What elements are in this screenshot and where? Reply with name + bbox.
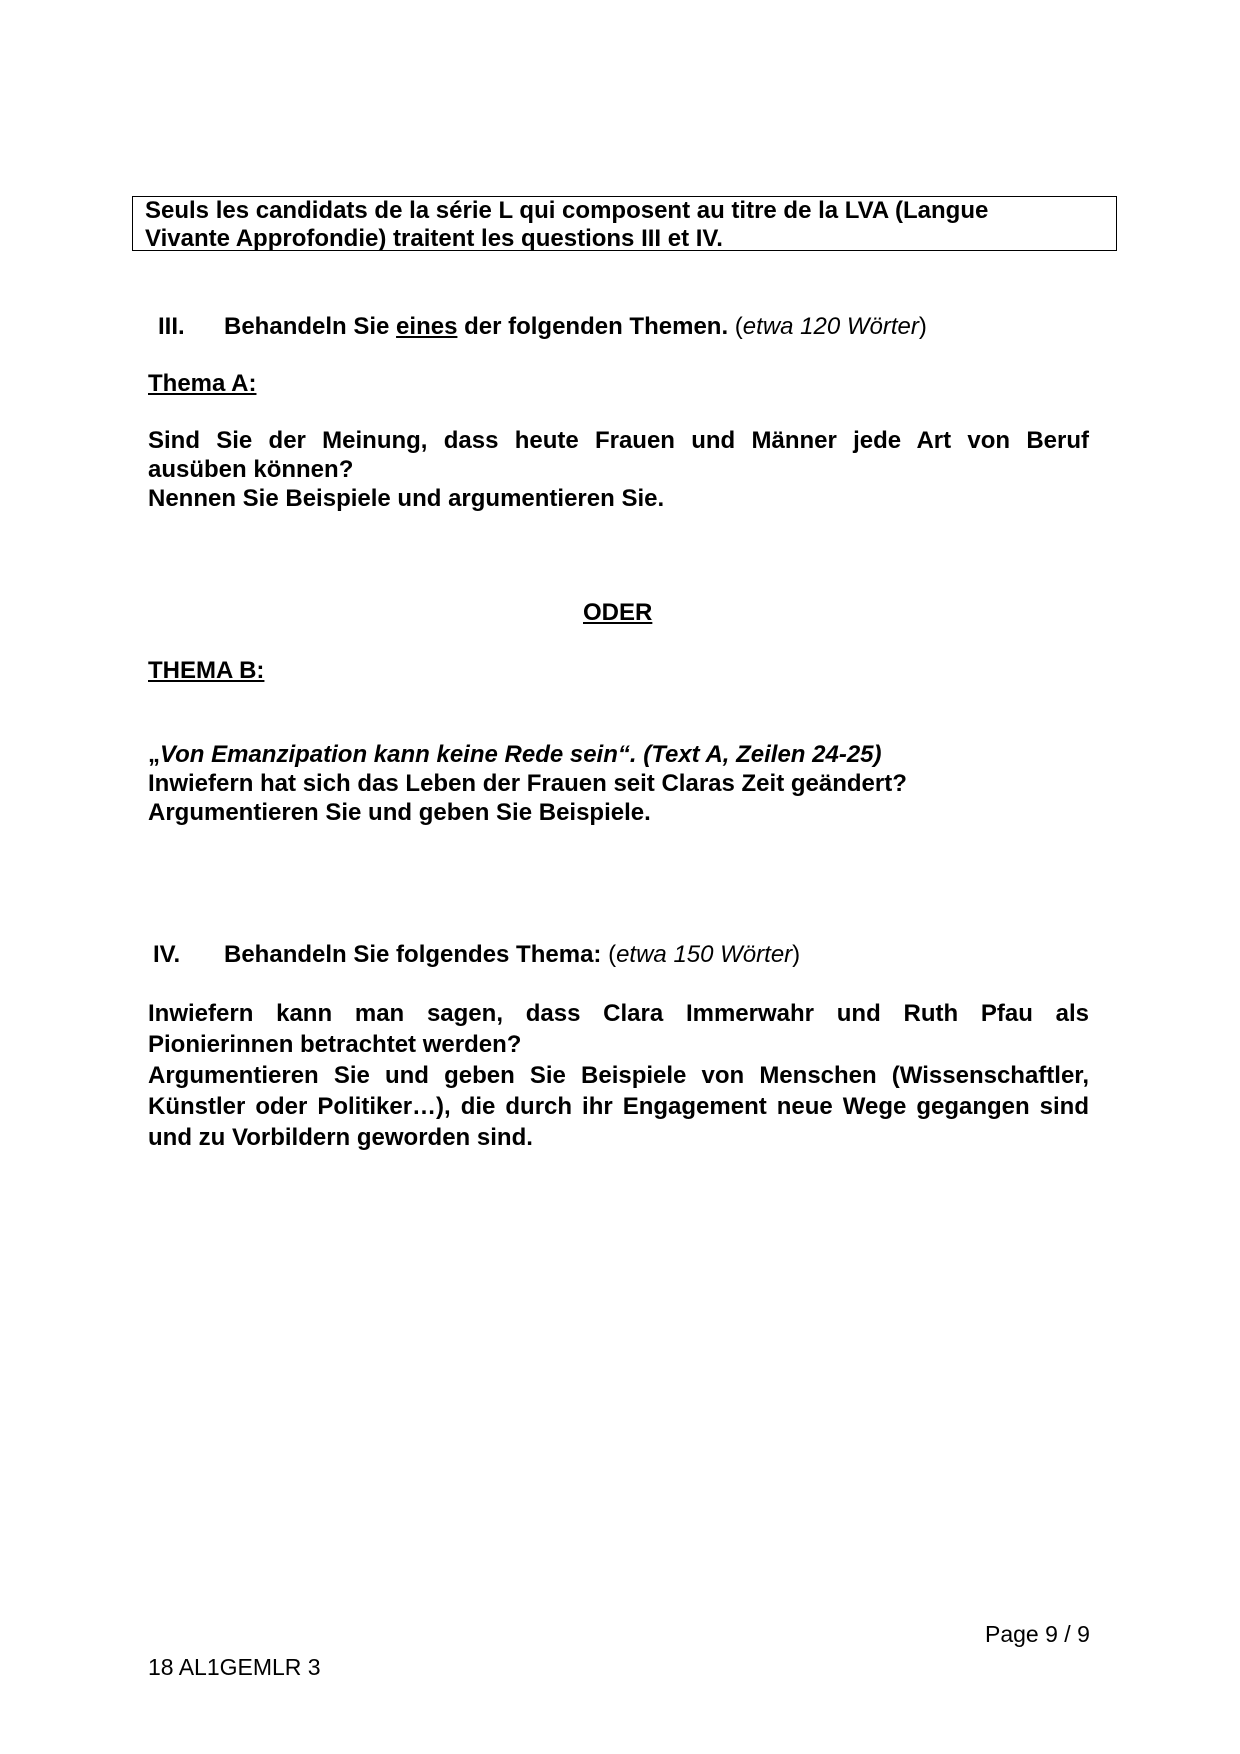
- notice-line-1: Seuls les candidats de la série L qui composent au titre de la LVA (Langue: [145, 197, 989, 224]
- section-4-instruction-text: Behandeln Sie folgendes Thema:: [224, 941, 602, 968]
- document-code: 18 AL1GEMLR 3: [148, 1654, 321, 1680]
- oder-separator: ODER: [583, 599, 653, 626]
- thema-a-line-1: Sind Sie der Meinung, dass heute Frauen und Männer jede Art von Beruf: [148, 427, 1089, 454]
- notice-box: [132, 196, 1117, 251]
- section-4-number: IV.: [153, 941, 181, 968]
- section-4-line-5: und zu Vorbildern geworden sind.: [148, 1124, 533, 1151]
- section-3-note-open: (: [728, 313, 743, 340]
- section-4-heading: [153, 940, 801, 969]
- section-3-instruction-emphasis: eines: [396, 313, 458, 340]
- notice-line-2: Vivante Approfondie) traitent les questions III et IV.: [145, 225, 723, 252]
- section-4-line-1: Inwiefern kann man sagen, dass Clara Immerwahr und Ruth Pfau als: [148, 1000, 1089, 1027]
- thema-a-text: [148, 426, 1089, 513]
- section-4-line-2: Pionierinnen betrachtet werden?: [148, 1031, 522, 1058]
- section-4-note-close: ): [792, 941, 801, 968]
- section-4-text: [148, 998, 1089, 1153]
- section-3-instruction-before: Behandeln Sie: [224, 313, 397, 340]
- thema-a-label: Thema A:: [148, 370, 257, 397]
- thema-b-text: [148, 740, 1089, 827]
- section-3-number: III.: [158, 313, 185, 340]
- section-3-instruction: [224, 312, 927, 341]
- thema-a-line-2: ausüben können?: [148, 456, 354, 483]
- section-3-instruction-after: der folgenden Themen.: [457, 313, 729, 340]
- section-4-line-4: Künstler oder Politiker…), die durch ihr Engagement neue Wege gegangen sind: [148, 1093, 1089, 1120]
- thema-b-quote-open: „: [148, 741, 160, 768]
- page-number: Page 9 / 9: [985, 1621, 1090, 1647]
- section-3-heading: [158, 312, 927, 341]
- thema-b-label: THEMA B:: [148, 657, 265, 684]
- section-4-line-3: Argumentieren Sie und geben Sie Beispiele von Menschen (Wissenschaftler,: [148, 1062, 1089, 1089]
- thema-b-quote: Von Emanzipation kann keine Rede sein“. (Text A, Zeilen 24-25): [160, 741, 882, 768]
- thema-b-line-2: Inwiefern hat sich das Leben der Frauen seit Claras Zeit geändert?: [148, 770, 907, 797]
- thema-b-quote-line: [148, 740, 1089, 769]
- section-4-word-count: etwa 150 Wörter: [616, 941, 793, 968]
- thema-b-line-3: Argumentieren Sie und geben Sie Beispiele.: [148, 799, 651, 826]
- section-3-word-count: etwa 120 Wörter: [742, 313, 919, 340]
- section-4-instruction: [224, 940, 800, 969]
- thema-a-line-3: Nennen Sie Beispiele und argumentieren Sie.: [148, 485, 665, 512]
- section-3-note-close: ): [918, 313, 927, 340]
- section-4-note-open: (: [601, 941, 617, 968]
